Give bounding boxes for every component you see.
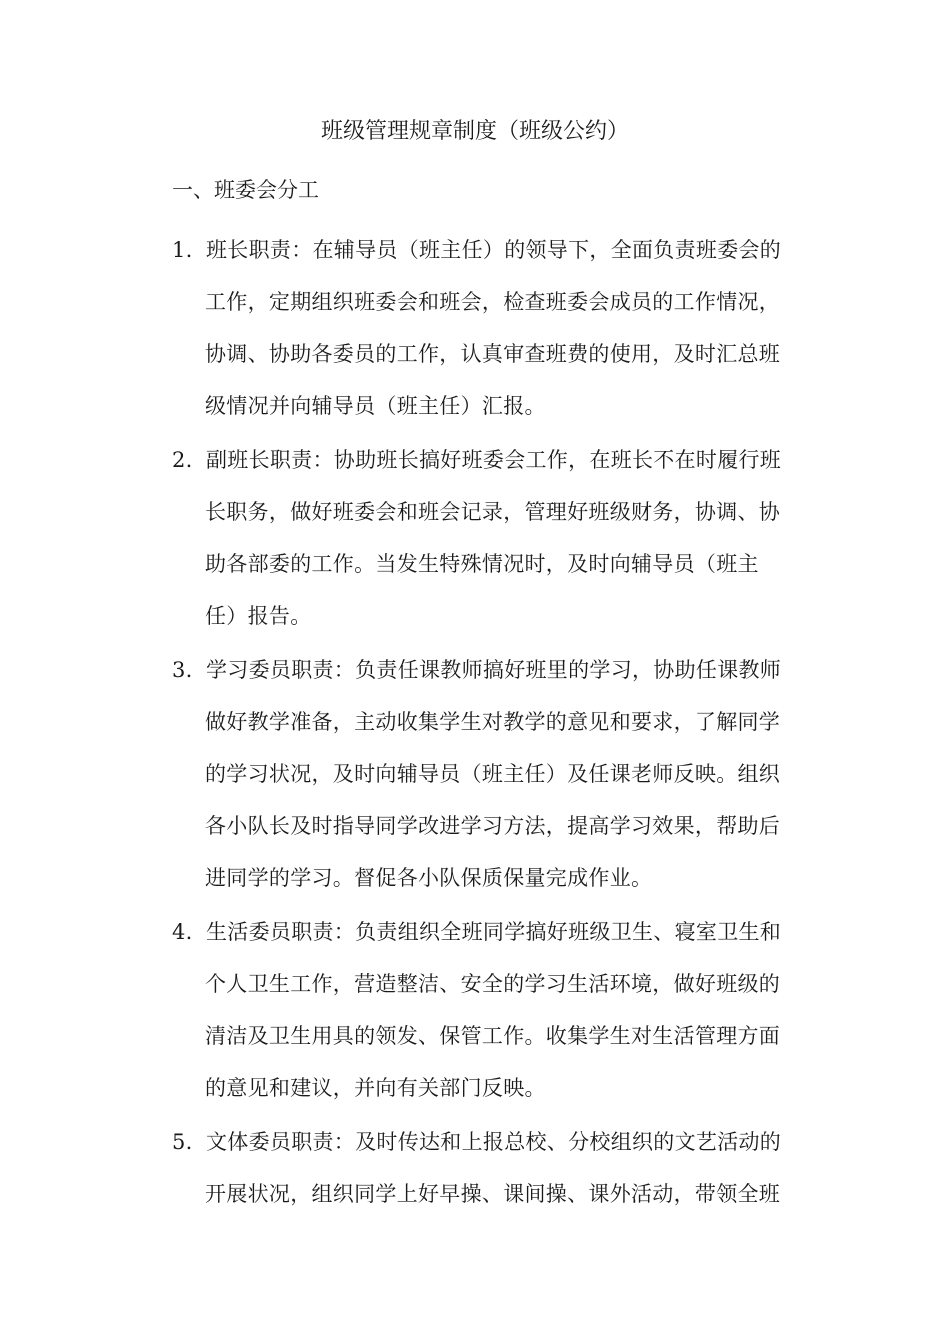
- duty-number: 4.: [172, 920, 193, 944]
- duty-number: 3.: [172, 658, 193, 682]
- duty-item-class-monitor: [172, 224, 822, 432]
- duty-line: 协调、协助各委员的工作，认真审查班费的使用，及时汇总班: [205, 342, 781, 366]
- duty-line: 级情况并向辅导员（班主任）汇报。: [205, 394, 546, 418]
- duty-line: 5. 文体委员职责：及时传达和上报总校、分校组织的文艺活动的: [172, 1116, 822, 1168]
- duty-line: 开展状况，组织同学上好早操、课间操、课外活动，带领全班: [205, 1182, 781, 1206]
- duty-line: 的学习状况，及时向辅导员（班主任）及任课老师反映。组织: [205, 762, 781, 786]
- duty-number: 2.: [172, 448, 193, 472]
- duty-item-study-committee: [172, 644, 822, 904]
- duty-number: 1.: [172, 238, 193, 262]
- duty-line: 长职务，做好班委会和班会记录，管理好班级财务，协调、协: [205, 500, 781, 524]
- duty-line: 任）报告。: [205, 604, 312, 628]
- duty-number: 5.: [172, 1130, 193, 1154]
- duty-line: 的意见和建议，并向有关部门反映。: [205, 1076, 546, 1100]
- duty-line: 2. 副班长职责：协助班长搞好班委会工作，在班长不在时履行班: [172, 434, 822, 486]
- duty-line: 4. 生活委员职责：负责组织全班同学搞好班级卫生、寝室卫生和: [172, 906, 822, 958]
- duty-item-sports-committee: [172, 1116, 822, 1220]
- duty-line: 做好教学准备，主动收集学生对教学的意见和要求，了解同学: [205, 710, 781, 734]
- section-heading: 一、班委会分工: [172, 178, 319, 202]
- duty-line: 进同学的学习。督促各小队保质保量完成作业。: [205, 866, 653, 890]
- document-title: 班级管理规章制度（班级公约）: [320, 119, 629, 144]
- duty-line: 3. 学习委员职责：负责任课教师搞好班里的学习，协助任课教师: [172, 644, 822, 696]
- duty-line: 工作，定期组织班委会和班会，检查班委会成员的工作情况，: [205, 290, 781, 314]
- duty-line: 各小队长及时指导同学改进学习方法，提高学习效果，帮助后: [205, 814, 781, 838]
- duty-line: 个人卫生工作，营造整洁、安全的学习生活环境，做好班级的: [205, 972, 781, 996]
- duty-line: 助各部委的工作。当发生特殊情况时，及时向辅导员（班主: [205, 552, 759, 576]
- duty-item-vice-monitor: [172, 434, 822, 642]
- duty-line: 1. 班长职责：在辅导员（班主任）的领导下，全面负责班委会的: [172, 224, 822, 276]
- duty-line: 清洁及卫生用具的领发、保管工作。收集学生对生活管理方面: [205, 1024, 781, 1048]
- duty-item-life-committee: [172, 906, 822, 1114]
